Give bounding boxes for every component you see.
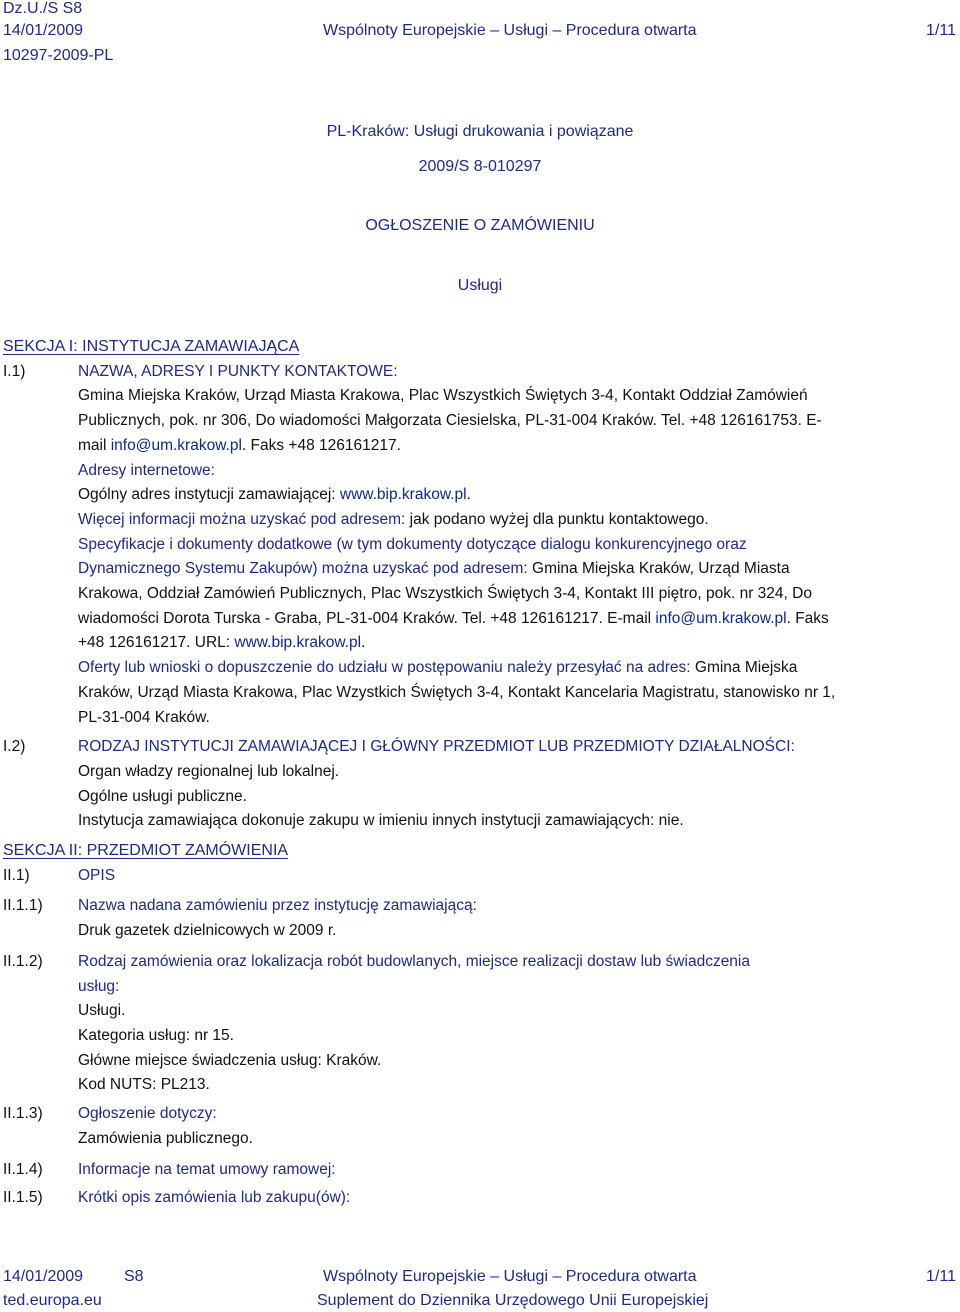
web-addresses-heading: Adresy internetowe:	[78, 461, 215, 479]
spec-url-link[interactable]: www.bip.krakow.pl	[234, 634, 362, 652]
spec-line	[78, 607, 958, 632]
general-address-end: .	[466, 486, 471, 504]
item-line: Ogólne usługi publiczne.	[78, 787, 247, 805]
item-ii1	[3, 864, 958, 889]
item-line: Usługi.	[78, 1002, 126, 1020]
document-kind: Usługi	[457, 277, 503, 294]
spec-line	[78, 557, 958, 582]
item-heading: OPIS	[78, 866, 116, 884]
item-line: Zamówienia publicznego.	[78, 1129, 253, 1147]
spec-fax-url: +48 126161217. URL:	[78, 634, 235, 652]
header-ref: Dz.U./S S8	[3, 0, 83, 17]
footer-page: 1/11	[926, 1268, 956, 1285]
item-i1	[3, 360, 958, 731]
item-line: Druk gazetek dzielnicowych w 2009 r.	[78, 922, 337, 940]
item-line: Organ władzy regionalnej lub lokalnej.	[78, 762, 340, 780]
more-info-line	[78, 508, 958, 533]
document-body	[3, 335, 958, 1211]
item-number: II.1.4)	[3, 1160, 43, 1178]
offers-label: Oferty lub wnioski o dopuszczenie do udziału w postępowaniu należy przesyłać na adres:	[78, 659, 691, 677]
item-heading: Ogłoszenie dotyczy:	[78, 1105, 217, 1123]
item-ii11	[3, 894, 958, 943]
email-prefix: mail	[78, 436, 111, 454]
item-heading: Rodzaj zamówienia oraz lokalizacja robót budowlanych, miejsce realizacji dostaw lub świadczenia	[78, 952, 750, 970]
item-number: II.1.1)	[3, 897, 43, 915]
spec-url-end: .	[361, 634, 366, 652]
item-heading: Krótki opis zamówienia lub zakupu(ów):	[78, 1189, 351, 1207]
item-number: I.1)	[3, 362, 26, 380]
item-line: Kod NUTS: PL213.	[78, 1076, 210, 1094]
offers-line: PL-31-004 Kraków.	[78, 708, 210, 726]
document-type: OGŁOSZENIE O ZAMÓWIENIU	[365, 217, 595, 234]
fax-text: . Faks +48 126161217.	[241, 436, 401, 454]
spec-label-cont: Dynamicznego Systemu Zakupów) można uzyskać pod adresem:	[78, 560, 528, 578]
item-ii14	[3, 1158, 958, 1183]
more-info-label: Więcej informacji można uzyskać pod adresem:	[78, 510, 406, 528]
item-content	[78, 950, 958, 1098]
item-heading: RODZAJ INSTYTUCJI ZAMAWIAJĄCEJ I GŁÓWNY PRZEDMIOT LUB PRZEDMIOTY DZIAŁALNOŚCI:	[78, 738, 795, 756]
footer-site[interactable]: ted.europa.eu	[3, 1292, 102, 1309]
item-content	[78, 894, 958, 943]
item-ii15	[3, 1186, 958, 1211]
spec-email-link[interactable]: info@um.krakow.pl	[655, 609, 787, 627]
email-link[interactable]: info@um.krakow.pl	[110, 436, 242, 454]
header-page: 1/11	[926, 22, 956, 39]
item-i2	[3, 735, 958, 834]
spec-value: Gmina Miejska Kraków, Urząd Miasta	[527, 560, 790, 578]
general-address-line	[78, 483, 958, 508]
item-line: Instytucja zamawiająca dokonuje zakupu w imieniu innych instytucji zamawiających: nie.	[78, 812, 684, 830]
item-content	[78, 735, 958, 834]
footer-ref: S8	[124, 1268, 144, 1285]
footer-date: 14/01/2009	[3, 1268, 84, 1285]
item-content	[78, 360, 958, 731]
spec-line: Krakowa, Oddział Zamówień Publicznych, Plac Wszystkich Świętych 3-4, Kontakt III piętro, pok. nr 324, Do	[78, 585, 812, 603]
spec-fax: . Faks	[786, 609, 829, 627]
footer-supplement: Suplement do Dziennika Urzędowego Unii Europejskiej	[317, 1292, 709, 1309]
header-title: Wspólnoty Europejskie – Usługi – Procedura otwarta	[323, 22, 697, 39]
header-date: 14/01/2009	[3, 22, 84, 39]
footer-title: Wspólnoty Europejskie – Usługi – Procedura otwarta	[323, 1268, 697, 1285]
header-doc-id: 10297-2009-PL	[3, 47, 114, 64]
general-address-label: Ogólny adres instytucji zamawiającej:	[78, 486, 340, 504]
item-number: II.1.3)	[3, 1105, 43, 1123]
address-line: Gmina Miejska Kraków, Urząd Miasta Krakowa, Plac Wszystkich Świętych 3-4, Kontakt Oddział Zamówień	[78, 387, 808, 405]
item-line: Kategoria usług: nr 15.	[78, 1026, 234, 1044]
spec-label: Specyfikacje i dokumenty dodatkowe (w tym dokumenty dotyczące dialogu konkurencyjnego oraz	[78, 535, 747, 553]
item-content	[78, 1102, 958, 1151]
item-line: Główne miejsce świadczenia usług: Kraków.	[78, 1051, 382, 1069]
offers-line	[78, 656, 958, 681]
offers-value: Gmina Miejska	[690, 659, 798, 677]
document-title: PL-Kraków: Usługi drukowania i powiązane	[326, 123, 634, 140]
item-heading: NAZWA, ADRESY I PUNKTY KONTAKTOWE:	[78, 362, 398, 380]
document-number: 2009/S 8-010297	[418, 158, 542, 175]
item-number: II.1.2)	[3, 952, 43, 970]
item-number: II.1.5)	[3, 1189, 43, 1207]
item-heading: Informacje na temat umowy ramowej:	[78, 1160, 336, 1178]
address-line: Publicznych, pok. nr 306, Do wiadomości Małgorzata Ciesielska, PL-31-004 Kraków. Tel. +48 126161753. E-	[78, 412, 822, 430]
item-heading-cont: usług:	[78, 977, 120, 995]
item-number: I.2)	[3, 738, 26, 756]
item-heading: Nazwa nadana zamówieniu przez instytucję zamawiającą:	[78, 897, 477, 915]
more-info-value: jak podano wyżej dla punktu kontaktowego.	[405, 510, 709, 528]
contact-line	[78, 434, 958, 459]
spec-contact: wiadomości Dorota Turska - Graba, PL-31-004 Kraków. Tel. +48 126161217. E-mail	[78, 609, 656, 627]
spec-line	[78, 631, 958, 656]
section-1-heading: SEKCJA I: INSTYTUCJA ZAMAWIAJĄCA	[3, 338, 300, 355]
section-2-heading: SEKCJA II: PRZEDMIOT ZAMÓWIENIA	[3, 842, 289, 860]
offers-line: Kraków, Urząd Miasta Krakowa, Plac Wzystkich Świętych 3-4, Kontakt Kancelaria Magistratu, stanowisko nr 1,	[78, 683, 836, 701]
item-number: II.1)	[3, 866, 30, 884]
item-ii13	[3, 1102, 958, 1151]
item-ii12	[3, 950, 958, 1098]
general-address-link[interactable]: www.bip.krakow.pl	[339, 486, 467, 504]
